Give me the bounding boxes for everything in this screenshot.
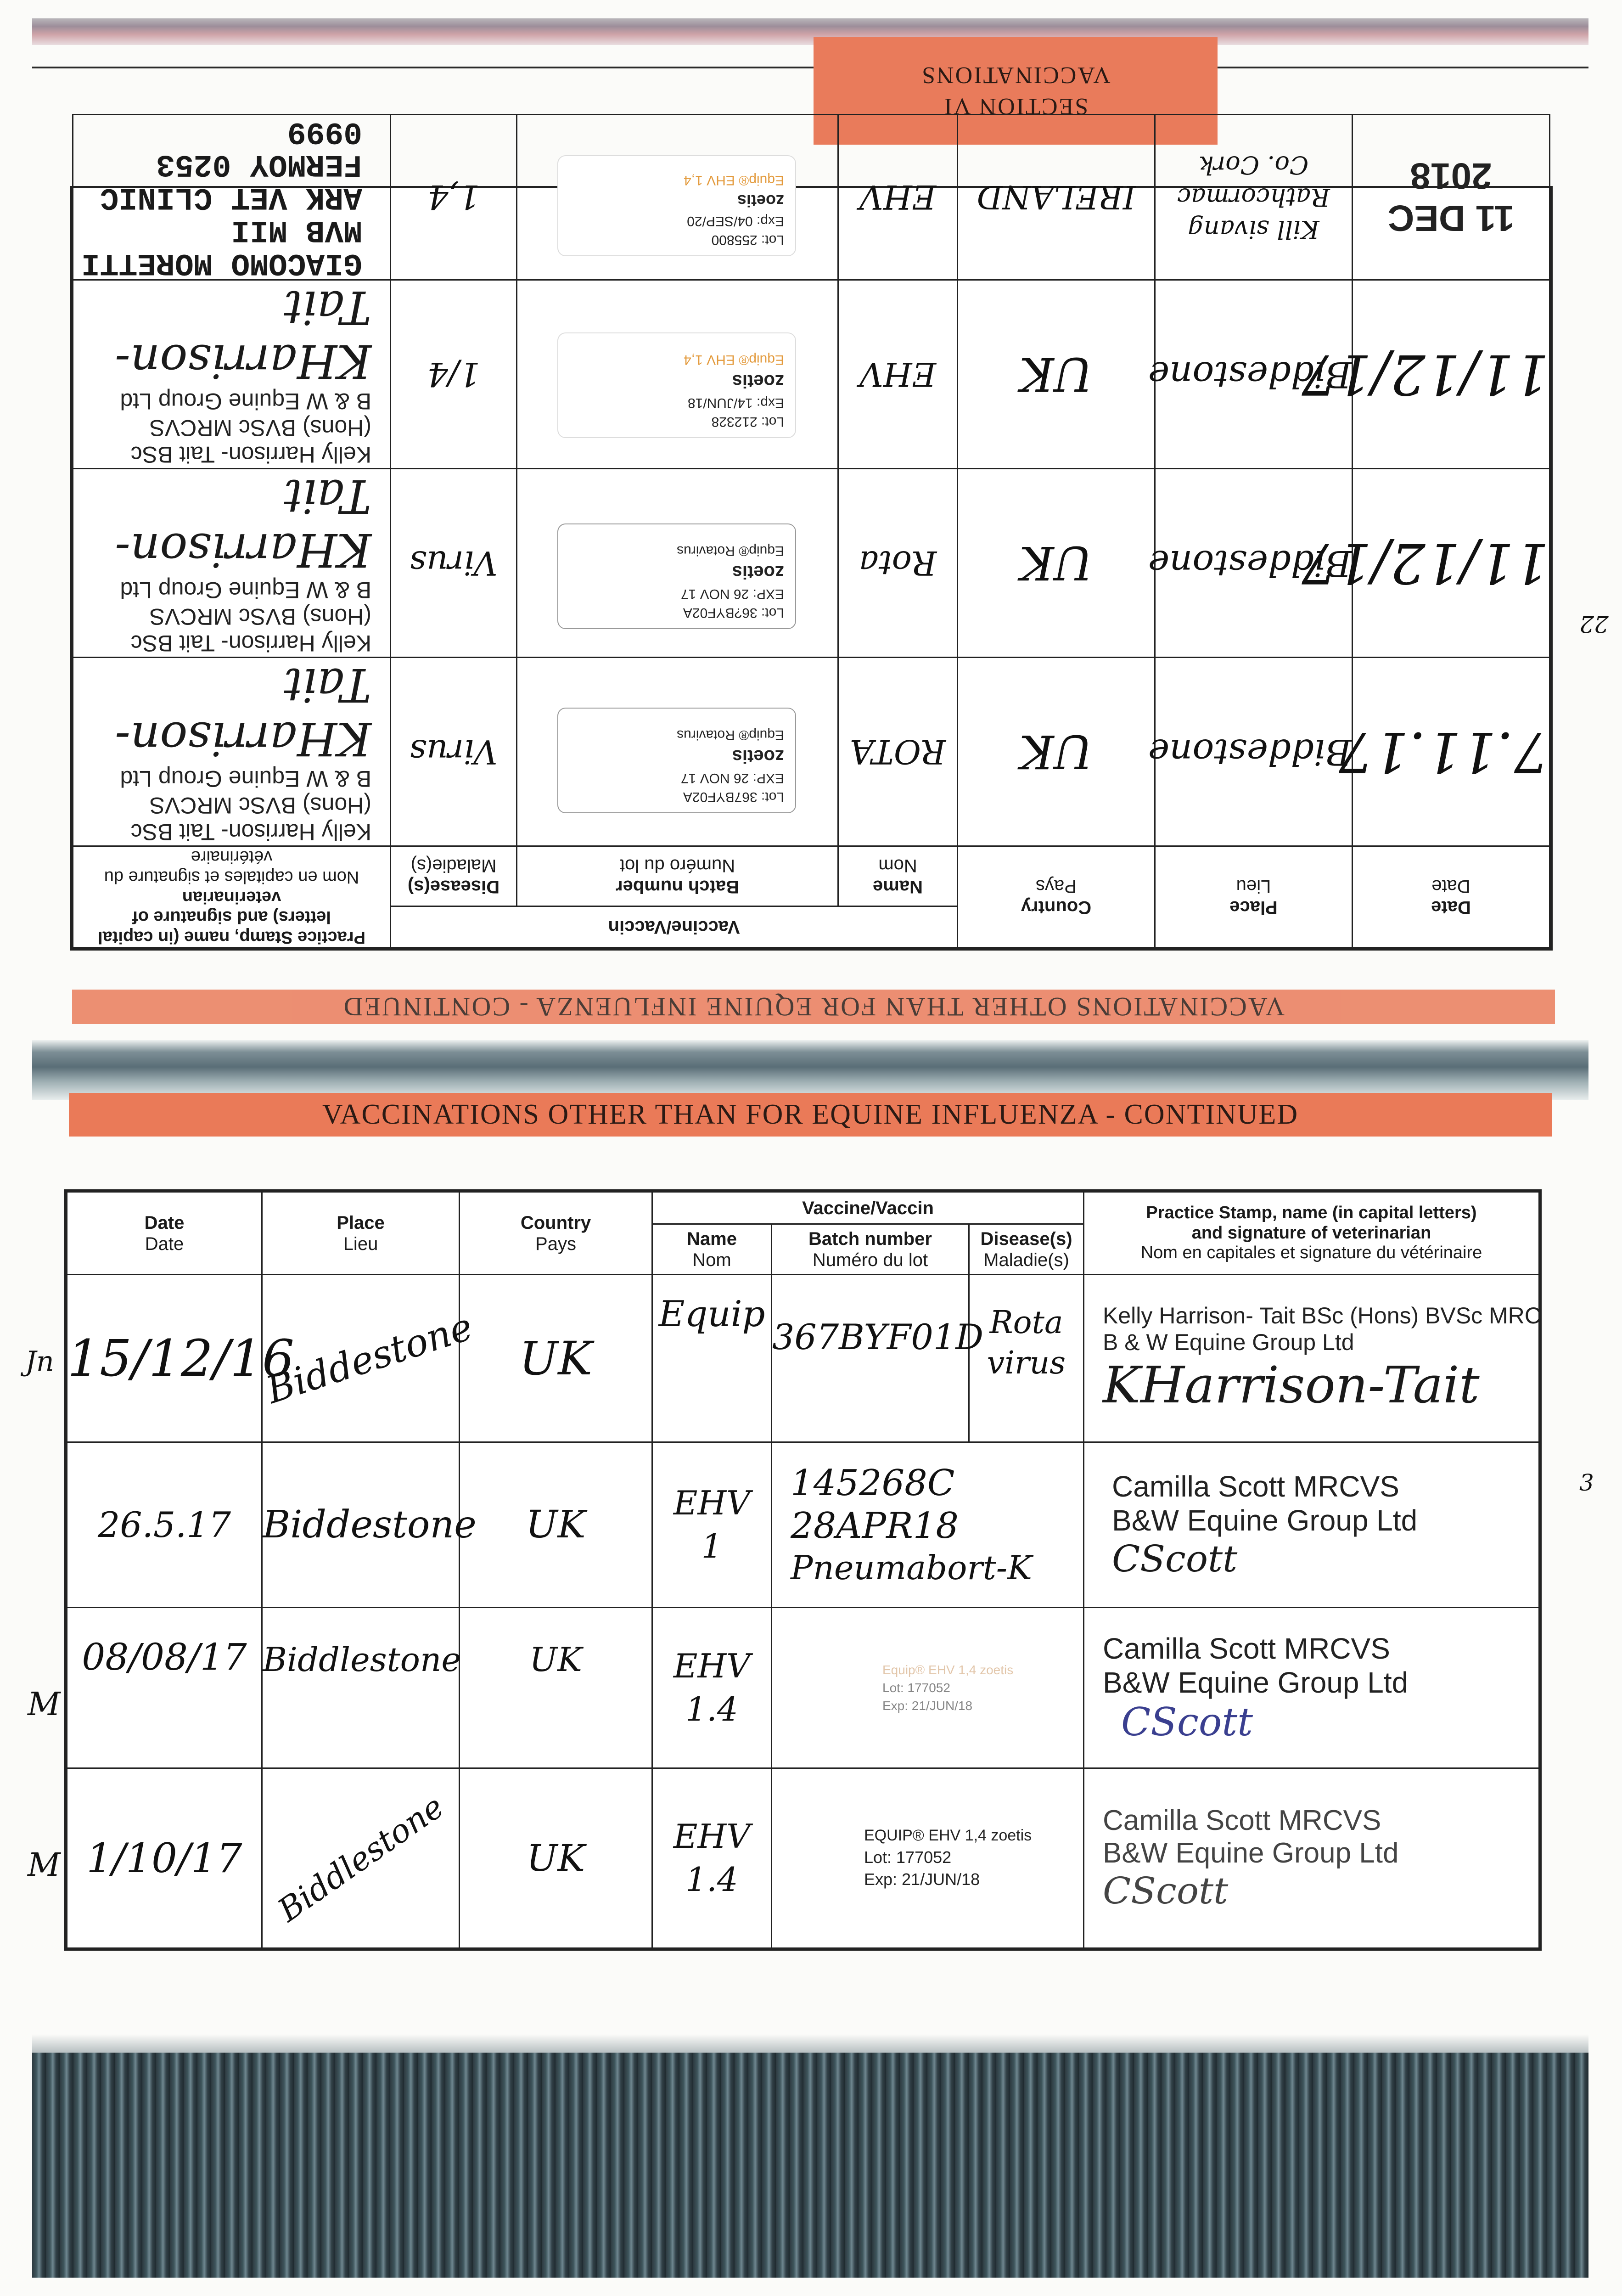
country-cell: UK	[460, 1608, 652, 1768]
table-row	[73, 114, 1550, 280]
vaccine-sticker	[557, 332, 796, 438]
batch-cell	[517, 657, 838, 846]
continued-header	[69, 1093, 1552, 1137]
stamp-cell	[1084, 1608, 1539, 1768]
header-country: Country Pays	[958, 846, 1155, 947]
place-cell: Biddestone	[1155, 280, 1353, 468]
stamp-cell	[73, 657, 391, 846]
vaccine-sticker	[557, 708, 796, 813]
date-cell: 11/12/17	[1353, 280, 1550, 468]
sticker-line: Equip® EHV 1,4 zoetis	[882, 1662, 1014, 1677]
name-cell: EHV 1.4	[652, 1768, 772, 1948]
header-disease: Disease(s) Maladie(s)	[391, 846, 517, 906]
sticker-brand: zoetis	[732, 371, 784, 391]
date-cell: 1/10/17	[67, 1768, 262, 1948]
place-cell: Biddestone	[1155, 657, 1353, 846]
disease-cell: 1/4	[391, 280, 517, 468]
table-row	[67, 1608, 1539, 1768]
sticker-line: EQUIP® EHV 1,4 zoetis	[864, 1826, 1032, 1844]
batch-cell	[517, 280, 838, 468]
batch-cell: 367BYF01D	[772, 1275, 969, 1442]
margin-annotation: M	[28, 1846, 61, 1884]
table-row	[67, 1442, 1539, 1608]
name-cell: EHV	[838, 280, 958, 468]
place-cell: Biddlestone	[262, 1768, 460, 1948]
sticker-product: Equip® EHV 1,4	[684, 172, 784, 188]
disease-cell: Rota virus	[969, 1275, 1084, 1442]
table-row	[73, 657, 1550, 846]
disease-cell: Virus	[391, 657, 517, 846]
header-date: Date Date	[67, 1192, 262, 1275]
name-cell: EHV 1	[652, 1442, 772, 1608]
header-stamp: Practice Stamp, name (in capital letters) and signature of veterinarian Nom en capitales et signature du vétérinaire	[73, 846, 391, 947]
margin-annotation: Jn	[25, 1345, 54, 1378]
sticker-lot: Lot: 177052	[864, 1847, 952, 1867]
header-place: Place Lieu	[1155, 846, 1353, 947]
stamp-line: Kelly Harrison- Tait BSc (Hons) BVSc MRCVS	[130, 415, 371, 467]
continued-header-text: VACCINATIONS OTHER THAN FOR EQUINE INFLUENZA - CONTINUED	[322, 1099, 1299, 1130]
header-country: Country Pays	[460, 1192, 652, 1275]
date-cell: 26.5.17	[67, 1442, 262, 1608]
stamp-line: ARK VET CLINIC	[100, 179, 362, 215]
batch-cell: 145268C 28APR18 Pneumabort-K	[772, 1442, 1084, 1608]
stamp-line: B & W Equine Group Ltd	[120, 388, 371, 414]
name-cell: Rota	[838, 468, 958, 657]
faded-continued-header	[72, 990, 1555, 1024]
table-row	[73, 280, 1550, 468]
name-cell: ROTA	[838, 657, 958, 846]
header-vaccine: Vaccine/Vaccin	[391, 906, 958, 948]
sticker-product: Equip® Rotavirus	[677, 543, 784, 558]
stamp-line: B & W Equine Group Ltd	[120, 577, 371, 603]
bottom-vaccination-table	[64, 1189, 1542, 1951]
stamp-line: Kelly Harrison- Tait BSc (Hons) BVSc MRC	[1103, 1303, 1541, 1328]
stamp-line: B & W Equine Group Ltd	[1103, 1329, 1354, 1355]
country-cell: UK	[958, 468, 1155, 657]
header-name: Name Nom	[838, 846, 958, 906]
section-title: SECTION VI	[943, 93, 1089, 120]
stamp-cell	[73, 114, 391, 280]
upside-down-page-section	[0, 0, 1622, 1024]
table-row	[73, 468, 1550, 657]
stamp-cell	[73, 468, 391, 657]
stamp-line: B&W Equine Group Ltd	[1112, 1504, 1418, 1537]
country-cell: UK	[460, 1275, 652, 1442]
table-row	[67, 1768, 1539, 1948]
country-cell: UK	[460, 1442, 652, 1608]
disease-cell: 1,4	[391, 114, 517, 280]
sticker-brand: zoetis	[732, 746, 784, 766]
header-place: Place Lieu	[262, 1192, 460, 1275]
place-cell: Biddestone	[1155, 468, 1353, 657]
stamp-line: FERMOY 0253 0999	[156, 114, 362, 182]
stamp-cell	[1084, 1768, 1539, 1948]
vet-signature: KHarrison-Tait	[1103, 1356, 1480, 1414]
sticker-lot: Lot: 36?BYF02A	[683, 605, 784, 620]
sticker-product: Equip® Rotavirus	[677, 727, 784, 743]
stamp-cell	[1084, 1275, 1539, 1442]
margin-mark: 22	[1579, 611, 1609, 637]
stamp-line: GIACOMO MORETTI	[81, 245, 362, 281]
stamp-line: MVB MII	[231, 212, 362, 248]
vet-signature: KHarrison-Tait	[115, 280, 371, 388]
vaccine-sticker	[557, 523, 796, 629]
stamp-cell	[1084, 1442, 1539, 1608]
sticker-exp: Exp: 04/SEP/20	[687, 214, 784, 229]
disease-cell: Virus	[391, 468, 517, 657]
country-cell: UK	[958, 657, 1155, 846]
sticker-product: Equip® EHV 1,4	[684, 352, 784, 367]
batch-cell	[772, 1608, 1084, 1768]
sticker-exp: Exp: 21/JUN/18	[864, 1870, 980, 1889]
stamp-line: Camilla Scott MRCVS	[1103, 1805, 1381, 1836]
place-cell: Biddestone	[262, 1275, 460, 1442]
margin-mark: 3	[1579, 1469, 1594, 1496]
vet-signature: KHarrison-Tait	[115, 658, 371, 765]
stamp-line: B&W Equine Group Ltd	[1103, 1666, 1409, 1699]
table-row	[67, 1275, 1539, 1442]
sticker-exp: Exp: 14/JUN/18	[687, 395, 784, 411]
header-date: Date Date	[1353, 846, 1550, 947]
scan-fold-artifact	[32, 1040, 1588, 1100]
place-cell: Biddlestone	[262, 1608, 460, 1768]
date-cell: 7.11.17	[1353, 657, 1550, 846]
stamp-line: Kelly Harrison- Tait BSc (Hons) BVSc MRCVS	[130, 603, 371, 656]
header-batch: Batch number Numéro du lot	[517, 846, 838, 906]
date-cell: 11/12/17	[1353, 468, 1550, 657]
sticker-brand: zoetis	[737, 191, 784, 210]
name-cell: EHV	[838, 114, 958, 280]
sticker-lot: Lot: 177052	[882, 1680, 950, 1695]
sticker-exp: EXP: 26 NOV 17	[680, 771, 784, 786]
sticker-exp: Exp: 21/JUN/18	[882, 1699, 973, 1713]
stamp-line: Camilla Scott MRCVS	[1103, 1632, 1390, 1665]
stamp-line: Kelly Harrison- Tait BSc (Hons) BVSc MRCVS	[130, 792, 371, 845]
date-cell: 11 DEC 2018	[1353, 114, 1550, 280]
header-batch: Batch number Numéro du lot	[772, 1224, 969, 1275]
sticker-lot: Lot: 367BYF02A	[683, 789, 784, 805]
name-cell: Equip	[652, 1275, 772, 1442]
sticker-exp: EXP: 26 NOV 17	[680, 586, 784, 602]
sticker-lot: Lot: 212328	[711, 414, 784, 429]
date-cell: 15/12/16	[67, 1275, 262, 1442]
country-cell: IRELAND	[958, 114, 1155, 280]
header-stamp: Practice Stamp, name (in capital letters) and signature of veterinarian Nom en capitales et signature du vétérinaire	[1084, 1192, 1539, 1275]
vet-signature: CScott	[1121, 1699, 1253, 1745]
header-vaccine: Vaccine/Vaccin	[652, 1192, 1084, 1224]
date-cell: 08/08/17	[67, 1608, 262, 1768]
place-cell: Biddestone	[262, 1442, 460, 1608]
place-cell: Kill sivang Rathcormac Co. Cork	[1155, 114, 1353, 280]
vaccine-sticker	[557, 155, 796, 256]
stamp-line: Camilla Scott MRCVS	[1112, 1470, 1399, 1503]
scan-edge-bottom	[32, 2053, 1588, 2278]
country-cell: UK	[460, 1768, 652, 1948]
country-cell: UK	[958, 280, 1155, 468]
header-disease: Disease(s) Maladie(s)	[969, 1224, 1084, 1275]
stamp-line: B & W Equine Group Ltd	[120, 765, 371, 792]
batch-cell	[517, 114, 838, 280]
header-name: Name Nom	[652, 1224, 772, 1275]
faded-header-text: VACCINATIONS OTHER THAN FOR EQUINE INFLUENZA - CONTINUED	[342, 992, 1285, 1022]
stamp-line: B&W Equine Group Ltd	[1103, 1837, 1399, 1869]
batch-cell	[772, 1768, 1084, 1948]
stamp-cell	[73, 280, 391, 468]
top-vaccination-table	[70, 114, 1553, 951]
margin-annotation: M	[28, 1685, 61, 1723]
sticker-brand: zoetis	[732, 562, 784, 582]
batch-cell	[517, 468, 838, 657]
vet-signature: CScott	[1103, 1869, 1229, 1912]
name-cell: EHV 1.4	[652, 1608, 772, 1768]
vet-signature: CScott	[1112, 1537, 1238, 1580]
vet-signature: KHarrison-Tait	[115, 469, 371, 577]
sticker-lot: Lot: 255800	[711, 232, 784, 248]
section-subtitle: VACCINATIONS	[920, 62, 1111, 89]
